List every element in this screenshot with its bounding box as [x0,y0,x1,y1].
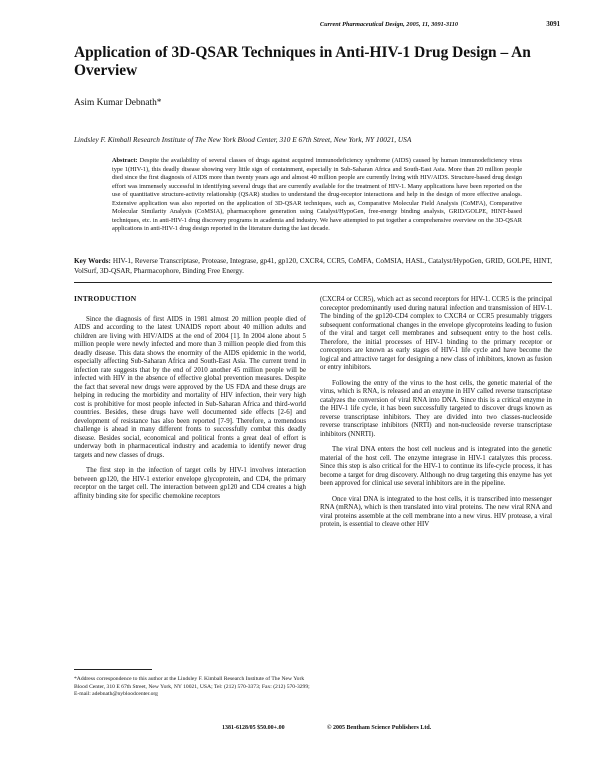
keywords-label: Key Words: [74,257,111,265]
body-column-left [74,295,306,508]
author-name: Asim Kumar Debnath* [74,98,162,108]
body-paragraph: Once viral DNA is integrated to the host cells, it is transcribed into messenger RNA (mRNA), which is then translated into viral proteins. The new viral RNA and viral proteins assemble at the cell membrane into a new virus. HIV protease, a viral protein, is essential to cleave other HIV [320,495,552,528]
body-paragraph: The viral DNA enters the host cell nucleus and is integrated into the genetic material of the host cell. The enzyme integrase in HIV-1 catalyzes this process. Since this step is also critical for the HIV-1 to continue its life-cycle process, it has become a target for drug discovery. Although no drug targeting this enzyme has yet been approved for clinical use several inhibitors are in the pipeline. [320,446,552,487]
keywords-text: HIV-1, Reverse Transcriptase, Protease, Integrase, gp41, gp120, CXCR4, CCR5, CoMFA, CoMSIA, HASL, Catalyst/HypoGen, GRID, GOLPE, HINT, VolSurf, 3D-QSAR, Pharmacophore, Binding Free Energy. [74,257,552,275]
journal-running-head: Current Pharmaceutical Design, 2005, 11, 3091-3110 [319,21,459,28]
copyright-notice: © 2005 Bentham Science Publishers Ltd. [327,725,432,731]
author-affiliation: Lindsley F. Kimball Research Institute of The New York Blood Center, 310 E 67th Street, New York, NY 10021, USA [74,135,412,144]
abstract-label: Abstract: [112,157,138,164]
section-divider [74,282,552,283]
footnote-divider [74,669,152,670]
body-column-right [320,296,552,537]
keywords [74,256,552,276]
body-paragraph: The first step in the infection of target cells by HIV-1 involves interaction between gp120, the HIV-1 exterior envelope glycoprotein, and CD4, the primary receptor on the target cell. The interaction between gp120 and CD4 creates a high affinity binding site for specific chemokine receptors [74,467,306,500]
issn-price: 1381-6128/05 $50.00+.00 [222,725,285,731]
abstract-text: Despite the availability of several classes of drugs against acquired immunodeficiency syndrome (AIDS) caused by human immunodeficiency virus type 1(HIV-1), this deadly disease showing very little sign of containment, especially in Sub-Saharan Africa and South-East Asia. More than 20 million people died since the first diagnosis of AIDS more than twenty years ago and almost 40 million people are currently living with HIV/AIDS. Structure-based drug design effort was immensely successful in identifying several drugs that are currently available for the treatment of HIV-1. Many applications have been reported on the use of quantitative structure-activity relationship (QSAR) studies to understand the drug-receptor interactions and help in the design of more effective analogs. Extensive application was also reported on the application of 3D-QSAR techniques, such as, Comparative Molecular Field Analysis (CoMFA), Comparative Molecular Similarity Analysis (CoMSIA), pharmacophore generation using Catalyst/HypoGen, free-energy binding analysis, GRID/GOLPE, HINT-based techniques, etc. in anti-HIV-1 drug discovery programs in academia and industry. We have attempted to put together a comprehensive overview on the 3D-QSAR applications in anti-HIV-1 drug design reported in the literature during the last decade. [112,157,522,232]
body-paragraph: Following the entry of the virus to the host cells, the genetic material of the virus, which is RNA, is released and an enzyme in HIV called reverse transcriptase catalyzes the conversion of viral RNA into DNA. Since this is a critical enzyme in the HIV-1 life cycle, it has been successfully targeted to discover drugs known as reverse transcriptase inhibitors. They are divided into two classes-nucleoside reverse transcriptase inhibitors (NRTI) and non-nucleoside reverse transcriptase inhibitors (NNRTI). [320,379,552,438]
abstract [112,157,522,234]
correspondence-footnote: *Address correspondence to this author at the Lindsley F. Kimball Research Institute of The New York Blood Center, 310 E 67th Street, New York, NY 10021, USA; Tel: (212) 570-3373; Fax: (212) 570-3299; E-mail: adebnath@nybloodcenter.org [74,676,310,698]
body-paragraph-continued: (CXCR4 or CCR5), which act as second receptors for HIV-1. CCR5 is the principal coreceptor predominantly used during natural infection and transmission of HIV-1. The binding of the gp120-CD4 complex to CXCR4 or CCR5 presumably triggers subsequent conformational changes in the envelope glycoproteins leading to fusion of the viral and target cell membranes and subsequent entry to the host cells. Therefore, the initial processes of HIV-1 binding to the primary receptor or coreceptors are known as early stages of HIV-1 life cycle and have become the logical and attractive target for designing a new class of inhibitors, known as fusion or entry inhibitors. [320,296,552,371]
section-heading: INTRODUCTION [74,294,137,303]
page-number: 3091 [546,21,560,28]
article-title: Application of 3D-QSAR Techniques in Anti-HIV-1 Drug Design – An Overview [74,44,531,79]
body-paragraph: Since the diagnosis of first AIDS in 1981 almost 20 million people died of AIDS and according to the latest UNAIDS report about 40 million adults and children are living with HIV/AIDS at the end of 2004 [1]. In 2004 alone about 5 million people were newly infected and more than 3 million people died from this deadly disease. This data shows the enormity of the AIDS epidemic in the world, especially affecting Sub-Saharan Africa and South-East Asia. The current trend in infection rate suggests that by the end of 2010 another 45 million people will be infected with HIV in the absence of effective global prevention measures. Despite the fact that several new drugs were approved by the US FDA and these drugs are helping in reducing the morbidity and mortality of HIV infection, their very high cost is prohibitive for most people infected in Sub-Saharan Africa and third-world countries. Besides, these drugs have well documented side effects [2-6] and development of resistance has also been reported [7-9]. Therefore, a tremendous challenge is ahead in many different fronts to successfully combat this deadly disease. Besides social, economical and political fronts a great deal of effort is underway both in pharmaceutical industry and academia to identify newer drug targets and new classes of drugs. [74,315,306,459]
